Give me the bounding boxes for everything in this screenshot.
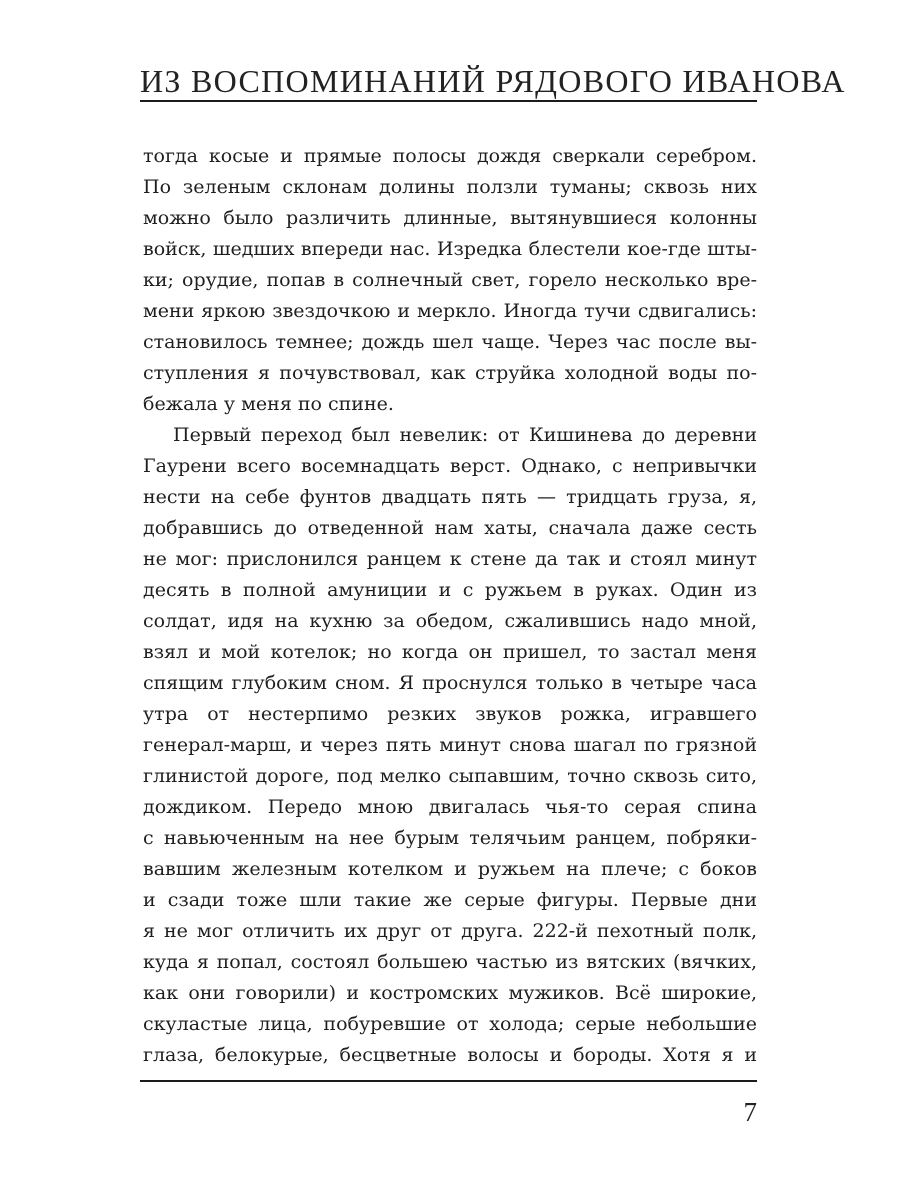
text-line: тогда косые и прямые полосы дождя сверкали серебром. [143,145,757,167]
text-line: ступления я почувствовал, как струйка холодной воды по- [143,362,757,384]
text-line: не мог: прислонился ранцем к стене да так и стоял минут [143,548,757,570]
text-line: Первый переход был невелик: от Кишинева до деревни [173,424,757,446]
text-line: По зеленым склонам долины ползли туманы; сквозь них [143,176,757,198]
text-line: бежала у меня по спине. [143,393,394,415]
text-line: скуластые лица, побуревшие от холода; серые небольшие [143,1013,757,1035]
running-head-title: ИЗ ВОСПОМИНАНИЙ РЯДОВОГО ИВАНОВА [140,63,846,99]
text-line: и сзади тоже шли такие же серые фигуры. Первые дни [143,889,757,911]
text-line: нести на себе фунтов двадцать пять — тридцать груза, я, [143,486,757,508]
text-line: солдат, идя на кухню за обедом, сжалившись надо мной, [143,610,757,632]
body-text [143,141,757,1071]
text-line: десять в полной амуниции и с ружьем в руках. Один из [143,579,757,601]
paragraph-continued [143,141,757,420]
text-line: куда я попал, состоял большею частью из вятских (вячких, [143,951,757,973]
text-line: взял и мой котелок; но когда он пришел, то застал меня [143,641,757,663]
header-rule [140,100,757,102]
text-line: генерал-марш, и через пять минут снова шагал по грязной [143,734,757,756]
text-line: вавшим железным котелком и ружьем на плече; с боков [143,858,757,880]
text-line: дождиком. Передо мною двигалась чья-то серая спина [143,796,757,818]
text-line: мени яркою звездочкою и меркло. Иногда тучи сдвигались: [143,300,757,322]
footer-rule [140,1080,757,1082]
text-line: становилось темнее; дождь шел чаще. Через час после вы- [143,331,757,353]
text-line: глинистой дороге, под мелко сыпавшим, точно сквозь сито, [143,765,757,787]
text-line: я не мог отличить их друг от друга. 222-й пехотный полк, [143,920,757,942]
text-line: добравшись до отведенной нам хаты, сначала даже сесть [143,517,757,539]
text-line: можно было различить длинные, вытянувшиеся колонны [143,207,757,229]
page-number: 7 [743,1097,757,1127]
text-line: Гаурени всего восемнадцать верст. Однако, с непривычки [143,455,757,477]
paragraph [143,420,757,1071]
text-line: как они говорили) и костромских мужиков. Всё широкие, [143,982,757,1004]
text-line: войск, шедших впереди нас. Изредка блестели кое-где шты- [143,238,757,260]
text-line: утра от нестерпимо резких звуков рожка, игравшего [143,703,757,725]
text-line: с навьюченным на нее бурым телячьим ранцем, побряки- [143,827,757,849]
text-line: ки; орудие, попав в солнечный свет, горело несколько вре- [143,269,757,291]
text-line: спящим глубоким сном. Я проснулся только в четыре часа [143,672,757,694]
text-line: глаза, белокурые, бесцветные волосы и бороды. Хотя я и [143,1044,757,1066]
